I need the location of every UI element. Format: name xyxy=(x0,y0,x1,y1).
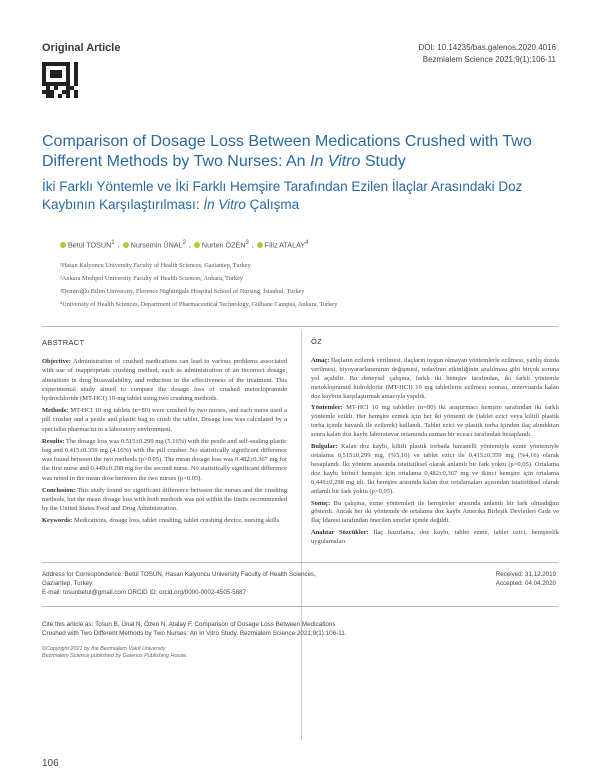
orcid-icon[interactable] xyxy=(123,242,129,248)
doi-block xyxy=(419,42,556,66)
divider xyxy=(42,562,558,563)
oz-heading: ÖZ xyxy=(311,337,323,346)
abstract-keywords: Keywords: Medications, dosage loss, tablet crushing, tablet crushing device, nursing skills xyxy=(42,517,280,525)
footer-bar xyxy=(0,748,600,782)
journal-reference: Bezmialem Science 2021;9(1):106-11 xyxy=(422,55,556,64)
column-divider xyxy=(301,330,302,740)
abstract-english xyxy=(42,338,287,529)
abstract-objective: Objective: Administration of crushed medications can lead to various problems associated with use of inappropriate crushing method, such as administration of an incorrect dosage, alterations in drug bioavailability, and reduction in the effectiveness of the treatment. This experimental study aimed to compare the dosage loss of crushed metoclopramide hydrochloride (MT-HCI) 10-mg tablet using two crushing methods. xyxy=(42,358,287,403)
qr-code xyxy=(42,62,78,98)
article-type: Original Article xyxy=(42,42,121,54)
copyright: ©Copyright 2021 by the Bezmialem Vakıf University Bezmialem Science published by Galenos Publishing House. xyxy=(42,646,188,659)
author[interactable]: Nurten ÖZEN$^3$ xyxy=(194,240,249,249)
abstract-methods: Methods: MT-HCI 10 mg tablets (n=80) were crushed by two nurses, and each nurse used a pill crusher and a pestle and plastic bag to crush the tablet. Dosage loss was calculated by a specialist pharmacist in a laboratory environment. xyxy=(42,407,288,433)
accepted-date: Accepted: 04.04.2020 xyxy=(495,580,556,587)
orcid-icon[interactable] xyxy=(60,242,66,248)
correspondence: Address for Correspondence: Betül TOSUN, Hasan Kalyoncu University Faculty of Health Sciences, Gaziantep, Turkey E-mail: tosunbetul@gmail.com ORCID ID: orcid.org/0000-0002-4505-5887 xyxy=(42,571,316,596)
author-list: Betül TOSUN$^1$ , Nursemin ÜNAL$^2$ , Nurten ÖZEN$^3$ , Filiz ATALAY$^4$ xyxy=(60,240,308,249)
abstract-results: Results: The dosage loss was 0.515±0.299 mg (5.16%) with the pestle and self-sealing plastic bag and 0.415±0.359 mg (4.16%) with the pill crusher. No statistically significant difference was found between the two methods (p>0.05). The mean dosage loss was 0.482±0.367 mg for the first nurse and 0.449±0.298 mg for the second nurse. No statistically significant difference was noted in the mean dose between the two nurses (p>0.05). xyxy=(42,437,287,482)
affiliation: ¹Hasan Kalyoncu University Faculty of Health Sciences, Gaziantep, Turkey xyxy=(60,262,251,269)
title-turkish: İki Farklı Yöntemle ve İki Farklı Hemşire Tarafından Ezilen İlaçlar Arasındaki Doz Kaybının Karşılaştırılması: İn Vitro Çalışma xyxy=(42,179,523,212)
divider xyxy=(42,326,558,327)
cite-this-article: Cite this article as: Tosun B, Ünal N, Özen N, Atalay F. Comparison of Dosage Loss Between Medications Crushed with Two Different Methods by Two Nurses: An In Vitro Study. Bezmialem Science 2021;9(1):106-11. xyxy=(42,621,347,637)
correspondence-email[interactable]: E-mail: tosunbetul@gmail.com ORCID ID: orcid.org/0000-0002-4505-5887 xyxy=(42,589,247,596)
abstract-turkish xyxy=(311,338,559,550)
oz-bulgular: Bulgular: Kalan doz kaybı, kilitli plastik torbada havanelli yöntemiyle ezme yöntemiyle ortalama 0,515±0,299 mg, (%5,16) ve tablet ezici ile 0,415±0,359 mg (%4,16) olarak hesaplandı. İki yöntem arasında istatistiksel olarak anlamlı bir fark yoktu (p>0,05). Ortalama doz kaybı birinci hemşire için ortalama 0,482±0,367 mg ve ikinci hemşire için ortalama 0,449±0,298 mg idi. İki hemşire arasında kalan doz ortalamaları açısından istatistiksel olarak anlamlı bir fark yoktu (p>0,05). xyxy=(311,443,560,495)
page-number: 106 xyxy=(42,758,59,769)
divider xyxy=(42,606,558,607)
author[interactable]: Nursemin ÜNAL$^2$ xyxy=(123,240,186,249)
oz-amac: Amaç: İlaçların ezilerek verilmesi, ilaçların uygun olmayan yöntemlerle ezilmesi, yanlış dozda verilmesi, biyoyararlanımının değişmesi, tedavinin etkinliğinin azalılması gibi birçok soruna yol açabilir. Bu deneysel çalışma, farklı iki hemşire tarafından, iki farklı yöntemle metoklopramid hidroklorür (MT-HCI) 10 mg tabletlerin ezilmesi sonrası, rezervuarda kalan doz kaybını karşılaştırmak amacıyla yapıldı. xyxy=(311,356,560,400)
dates xyxy=(496,570,556,588)
doi[interactable]: DOI: 10.14235/bas.galenos.2020.4016 xyxy=(418,43,556,52)
orcid-icon[interactable] xyxy=(194,242,200,248)
author[interactable]: Betül TOSUN$^1$ xyxy=(60,240,115,249)
abstract-conclusion: Conclusion: This study found no significant difference between the nurses and the crushing methods, but the mean dosage loss with both methods was not within the limits recommended by the United States Food and Drug Administration. xyxy=(42,486,287,513)
title-english: Comparison of Dosage Loss Between Medications Crushed with Two Different Methods by Two Nurses: An In Vitro Study xyxy=(42,133,532,170)
oz-yontemler: Yöntemler: MT-HCI 10 mg tabletler (n=80) iki araştırmacı hemşire tarafından iki farklı yöntemle ezildi. Her hemşire ezmek için her iki yöntemi de (tablet ezici veya kilitli plastik torba içinde havanlı ile ezilerek) kullandı. Tablet ezici ve plastik torba içinden ilaç alındıktan sonra kalan doz kaybı laboratuvar ortamında uzman bir eczacı tarafından hesaplandı. xyxy=(311,404,560,439)
affiliation: ³Demiroğlu Bilim University, Florence Nightingale Hospital School of Nursing, İstanbul, Turkey xyxy=(60,288,305,295)
affiliation: ²Ankara Medipol University Faculty of Health Sciences, Ankara, Turkey xyxy=(60,275,244,282)
abstract-heading: ABSTRACT xyxy=(42,338,85,347)
affiliation: ⁴University of Health Sciences, Department of Pharmaceutical Technology, Gülhane Campus, Ankara, Turkey xyxy=(60,301,338,308)
oz-anahtar: Anahtar Sözcükler: İlaç hazırlama, doz kaybı, tablet ezme, tablet ezici, hemşirelik uygulamaları xyxy=(311,529,560,546)
orcid-icon[interactable] xyxy=(257,242,263,248)
oz-sonuc: Sonuç: Bu çalışma, ezme yöntemleri ile hemşireler arasında anlamlı bir fark olmadığını gösterdi. Ancak her iki yöntemde de ortalama doz kaybı Amerika Birleşik Devletleri Gıda ve İlaç İdaresi tarafından önerilen sınırlar içinde değildi. xyxy=(311,499,560,525)
author[interactable]: Filiz ATALAY$^4$ xyxy=(257,240,309,249)
received-date: Received: 31.12.2019 xyxy=(495,571,556,578)
